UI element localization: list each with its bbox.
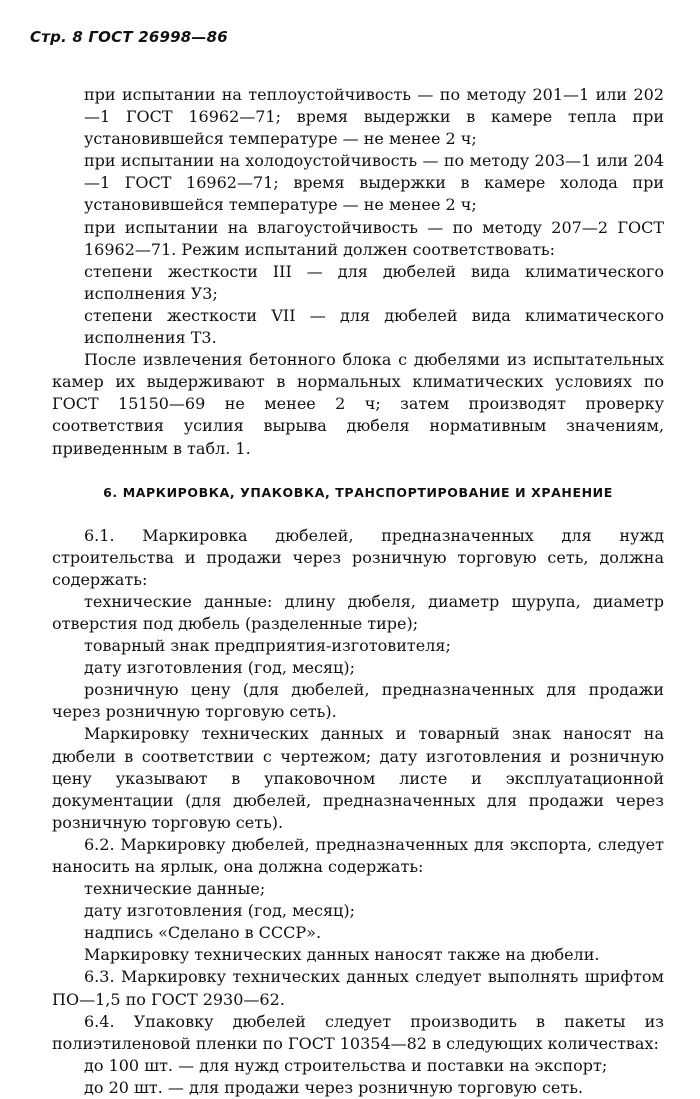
document-body [52, 84, 664, 1099]
list-item-technical-data: технические данные: длину дюбеля, диаметр шурупа, диаметр отверстия под дюбель (разделенные тире); [52, 591, 664, 633]
paragraph-marking-also-on-dowels: Маркировку технических данных наносят также на дюбели. [84, 945, 600, 965]
list-item-manufacture-date-export: дату изготовления (год, месяц); [84, 901, 355, 921]
list-item-trademark: товарный знак предприятия-изготовителя; [84, 636, 451, 656]
paragraph-marking-application: Маркировку технических данных и товарный знак наносят на дюбели в соответствии с чертежом; дату изготовления и розничную цену указывают в упаковочном листе и эксплуатационной документации (для дюбелей, предназначенных для продажи через розничную торговую сеть). [52, 724, 664, 832]
paragraph-6-4: 6.4. Упаковку дюбелей следует производить в пакеты из полиэтиленовой пленки по ГОСТ 10354—82 в следующих количествах: [52, 1011, 664, 1053]
page-header: Стр. 8 ГОСТ 26998—86 [30, 28, 228, 46]
list-item-manufacture-date: дату изготовления (год, месяц); [84, 658, 355, 678]
list-item-up-to-20: до 20 шт. — для продажи через розничную торговую сеть. [84, 1077, 584, 1097]
paragraph-6-2: 6.2. Маркировку дюбелей, предназначенных для экспорта, следует наносить на ярлык, она должна содержать: [52, 834, 664, 876]
paragraph-6-1: 6.1. Маркировка дюбелей, предназначенных для нужд строительства и продажи через розничную торговую сеть, должна содержать: [52, 525, 664, 589]
paragraph-after-extraction: После извлечения бетонного блока с дюбелями из испытательных камер их выдерживают в нормальных климатических условиях по ГОСТ 15150—69 не менее 2 ч; затем производят проверку соответствия усилия вырыва дюбеля нормативным значениям, приведенным в табл. 1. [52, 350, 664, 458]
paragraph-moisture-resistance: при испытании на влагоустойчивость — по методу 207—2 ГОСТ 16962—71. Режим испытаний должен соответствовать: [84, 217, 664, 259]
list-item-up-to-100: до 100 шт. — для нужд строительства и поставки на экспорт; [84, 1055, 608, 1075]
paragraph-cold-resistance: при испытании на холодоустойчивость — по методу 203—1 или 204—1 ГОСТ 16962—71; время выдержки в камере холода при установившейся температуре — не менее 2 ч; [84, 151, 664, 215]
paragraph-6-3: 6.3. Маркировку технических данных следует выполнять шрифтом ПО—1,5 по ГОСТ 2930—62. [52, 967, 664, 1009]
paragraph-severity-VII: степени жесткости VII — для дюбелей вида климатического исполнения Т3. [84, 305, 664, 348]
list-item-technical-data-export: технические данные; [84, 879, 266, 899]
list-item-retail-price: розничную цену (для дюбелей, предназначенных для продажи через розничную торговую сеть). [52, 680, 664, 722]
section-heading: 6. МАРКИРОВКА, УПАКОВКА, ТРАНСПОРТИРОВАНИЕ И ХРАНЕНИЕ [103, 484, 613, 500]
paragraph-heat-resistance: при испытании на теплоустойчивость — по методу 201—1 или 202—1 ГОСТ 16962—71; время выдержки в камере тепла при установившейся температуре — не менее 2 ч; [84, 85, 664, 149]
list-item-made-in-ussr: надпись «Сделано в СССР». [84, 923, 322, 943]
paragraph-severity-III: степени жесткости III — для дюбелей вида климатического исполнения У3; [84, 261, 664, 303]
